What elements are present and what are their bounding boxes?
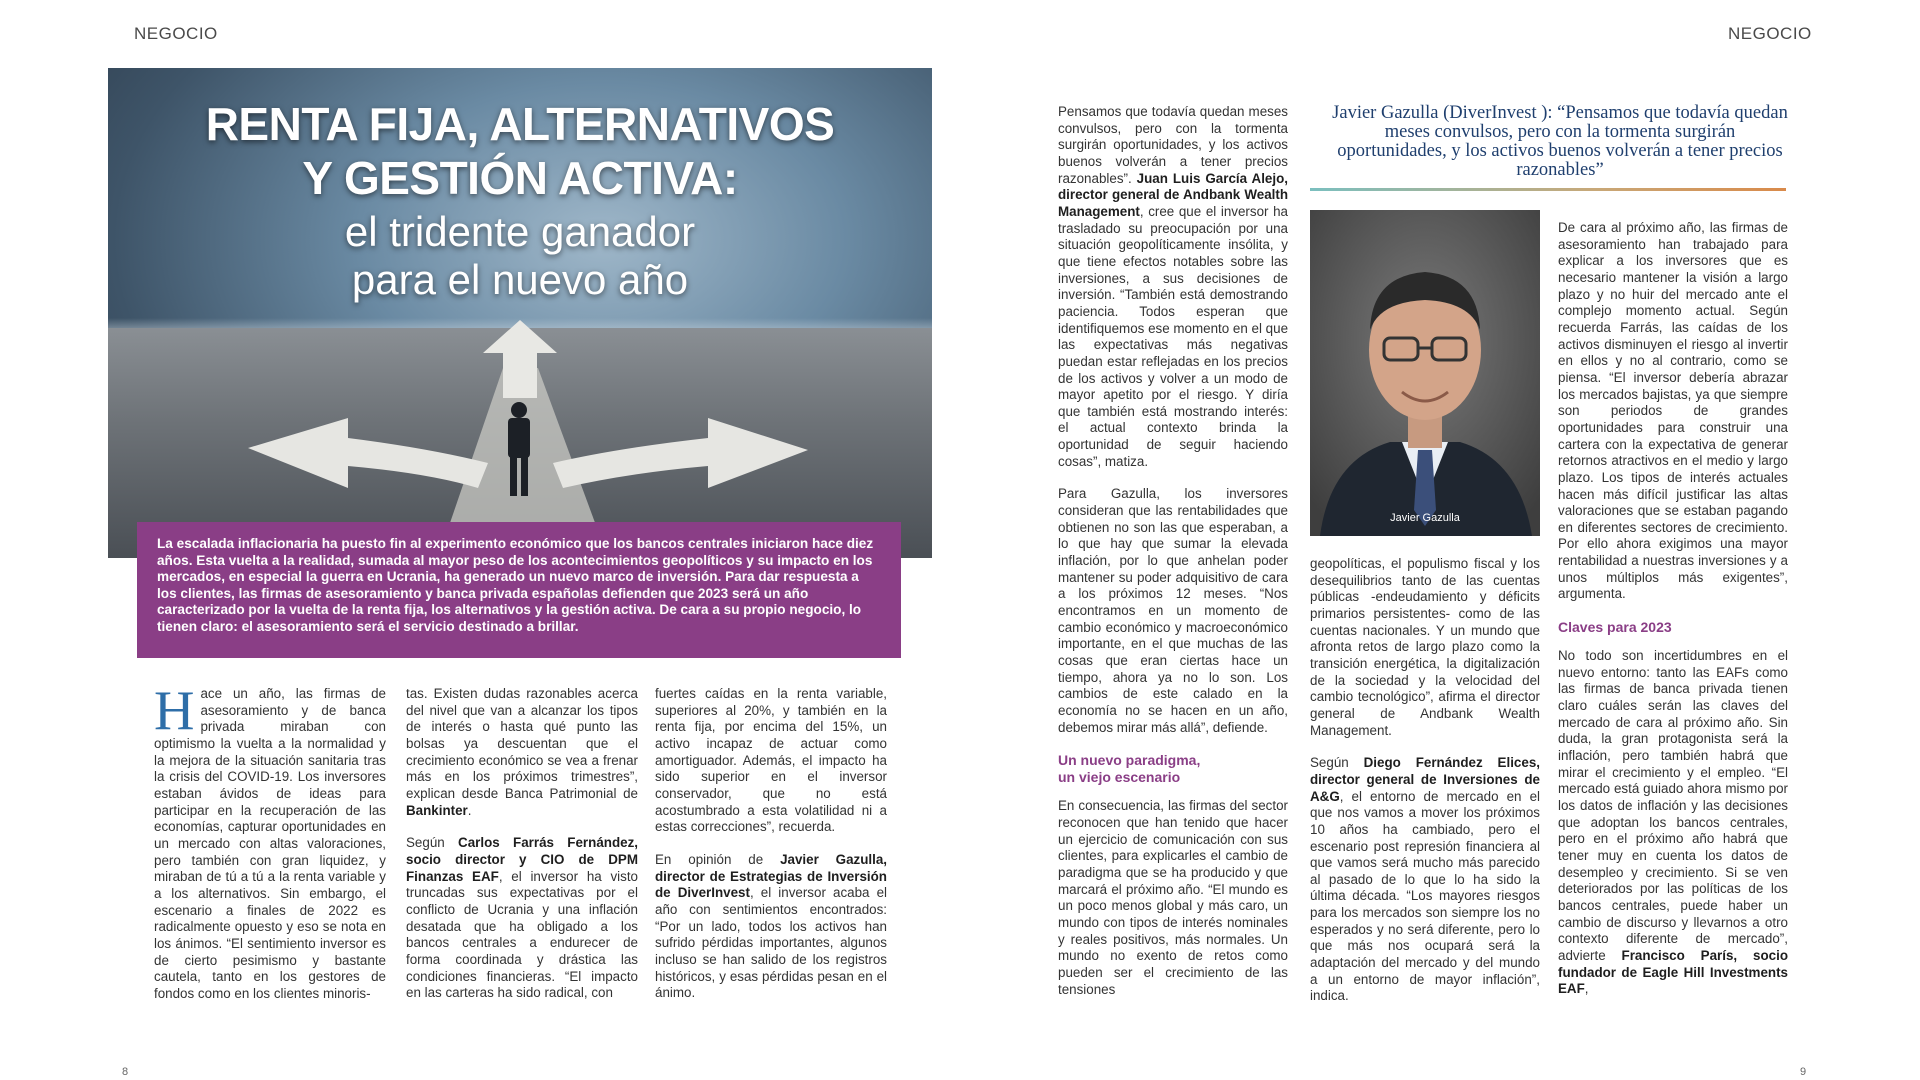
bold-entity: Juan Luis García Alejo, director general de Andbank Wealth Management xyxy=(1058,170,1288,219)
lead-paragraph: La escalada inflacionaria ha puesto fin al experimento económico que los bancos centrales iniciaron hace diez años. Esta vuelta a la realidad, sumada al mayor peso de los acontecimientos geopolíticos y su impacto en los mercados, en especial la guerra en Ucrania, ha generado un nuevo marco de inversión. Para dar respuesta a los clientes, las firmas de asesoramiento y banca privada españolas defienden que 2023 será un año caracterizado por la vuelta de la renta fija, los alternativos y la gestión activa. De cara a su propio negocio, lo tienen claro: el asesoramiento será el servicio destinado a brillar. xyxy=(137,522,901,658)
article-column-2 xyxy=(406,686,638,1018)
subheading xyxy=(1058,752,1288,786)
paragraph-text: No todo son incertidumbres en el nuevo entorno: tanto las EAFs como las firmas de banca privada tienen claro cuáles serán las claves del mercado de cara al próximo año. Sin duda, la gran protagonista será la inflación, pero también habrá que mirar el crecimiento y el empleo. “El mercado está guiado ahora mismo por los datos de inflación y las decisiones que adoptan los bancos centrales, pero en el próximo año habrá que tener muy en cuenta los datos de desempleo y crecimiento. Si se ven deteriorados por las políticas de los bancos centrales, puede haber un cambio de discurso y llevarnos a otro contexto diferente de mercado”, advierte xyxy=(1558,648,1788,963)
section-label-text: NEGOCIO xyxy=(1728,24,1812,43)
page-number-left: 8 xyxy=(122,1066,129,1078)
paragraph: En consecuencia, las firmas del sector reconocen que han tenido que hacer un ejercicio de comunicación con sus clientes, para explicarles el cambio de paradigma que se ha producido y que marcará el próximo año. “El mundo es un poco menos global y más caro, un mundo con tipos de interés nominales y reales positivos, más normales. Un mundo no exento de retos como pueden ser el crecimiento de las tensiones xyxy=(1058,798,1288,997)
drop-cap: H xyxy=(154,680,195,742)
paragraph-text: tas. Existen dudas razonables acerca del nivel que van a alcanzar los tipos de interés o hasta qué punto las bolsas ya descuentan que el crecimiento económico se vea a frenar más en los próximos trimestres”, explican desde Banca Patrimonial de xyxy=(406,686,638,801)
paragraph: geopolíticas, el populismo fiscal y los desequilibrios tanto de las cuentas públicas -endeudamiento y déficits primarios persistentes- como de las cuentas nacionales. Y un mundo que afronta retos de largo plazo como la transición energética, la digitalización de la sociedad y la velocidad del cambio tecnológico”, afirma el director general de Andbank Wealth Management. xyxy=(1310,556,1540,738)
section-label-text: NEGOCIO xyxy=(134,24,218,43)
section-label-right xyxy=(1728,24,1812,44)
hero-title-line4: para el nuevo año xyxy=(351,256,689,303)
paragraph-text: Pensamos que todavía quedan meses convulsos, pero con la tormenta surgirán oportunidades, y los activos buenos volverán a tener precios razonables”. xyxy=(1058,104,1288,186)
article-column-3 xyxy=(655,686,887,1018)
paragraph: fuertes caídas en la renta variable, superiores al 20%, y también en la renta fija, por encima del 15%, un activo incapaz de actuar como amortiguador. Además, el impacto ha sido superior en el inversor conservador, que no está acostumbrado a esta volatilidad ni a estas correcciones”, recuerda. xyxy=(655,686,887,835)
portrait-photo xyxy=(1310,210,1540,536)
paragraph-text: , cree que el inversor ha trasladado su preocupación por una situación geopolíticamente insólita, y que tiene efectos notables sobre las inversiones, a sus decisiones de inversión. “También está demostrando paciencia. Todos esperan que identifiquemos ese momento en el que las expectativas más negativas puedan estar reflejadas en los precios de los activos y volver a un modo de mayor apetito por el riesgo. Y diría que también está mostrando interés: el actual contexto brinda la oportunidad de seguir haciendo cosas”, matiza. xyxy=(1058,203,1289,469)
quote-divider xyxy=(1310,188,1786,191)
article-column-5 xyxy=(1310,556,1540,1021)
paragraph-text: , el entorno de mercado en el que nos vamos a mover los próximos 10 años ha cambiado, pero el escenario post represión financiera al que vamos será mucho más parecido al pasado de lo que lo ha sido la última década. “Los mayores riesgos para los mercados son siempre los no esperados y no será diferente, pero lo que más nos ocupará será la adaptación del mercado y del mundo a un entorno de mayor inflación”, indica. xyxy=(1310,788,1540,1004)
paragraph-text: , el inversor ha visto truncadas sus expectativas por el conflicto de Ucrania y una inflación desatada que ha obligado a los bancos centrales a endurecer de forma coordinada y drástica las condiciones financieras. “El impacto en las carteras ha sido radical, con xyxy=(406,868,638,1001)
article-column-1 xyxy=(154,680,386,1018)
paragraph-text: Según xyxy=(406,835,459,851)
article-column-6 xyxy=(1558,220,1788,1014)
portrait-illustration xyxy=(1310,210,1540,536)
page-number-right: 9 xyxy=(1800,1066,1807,1078)
hero-title-line1: RENTA FIJA, ALTERNATIVOS xyxy=(205,98,835,150)
bold-entity: Diego Fernández Elices, director general de Inversiones de A&G xyxy=(1310,755,1540,804)
paragraph-text: , xyxy=(1584,981,1589,997)
pull-quote: Javier Gazulla (DiverInvest ): “Pensamos que todavía quedan meses convulsos, pero con la tormenta surgirán oportunidades, y los activos buenos volverán a tener precios razonables” xyxy=(1332,103,1788,180)
hero-title-line3: el tridente ganador xyxy=(344,208,696,255)
bold-entity: Javier Gazulla, director de Estrategias de Inversión de DiverInvest xyxy=(655,851,887,901)
subheading: Claves para 2023 xyxy=(1558,619,1672,636)
bold-entity: Carlos Farrás Fernández, socio director y CIO de DPM Finanzas EAF xyxy=(406,835,638,884)
hero-title-line2: Y GESTIÓN ACTIVA: xyxy=(302,152,738,204)
hero-image xyxy=(108,68,932,558)
section-label-left xyxy=(134,24,218,44)
paragraph-text: , el inversor acaba el año con sentimientos encontrados: “Por un lado, todos los activos han sufrido pérdidas importantes, algunos incluso se han salido de los registros históricos, y esas pérdidas pesan en el ánimo. xyxy=(655,885,888,1001)
paragraph: De cara al próximo año, las firmas de asesoramiento han trabajado para explicar a los inversores que es necesario mantener la visión a largo plazo y no huir del mercado ante el complejo momento actual. Según recuerda Farrás, las caídas de los activos disminuyen el riesgo al invertir en ellos y no al contrario, como se piensa. “El inversor debería abrazar los mercados bajistas, ya que siempre son periodos de grandes oportunidades para construir una cartera con la expectativa de generar retornos atractivos en el medio y largo plazo. Los tipos de interés actuales hacen más difícil justificar las altas valoraciones que se estaban pagando en diferentes sectores de crecimiento. Por ello ahora exigimos una mayor rentabilidad a nuestras inversiones y a unos múltiplos más exigentes”, argumenta. xyxy=(1558,220,1788,602)
subheading-line: Un nuevo paradigma, xyxy=(1058,752,1201,769)
portrait-caption: Javier Gazulla xyxy=(1390,512,1460,524)
article-column-4 xyxy=(1058,104,1288,1014)
paragraph: ace un año, las firmas de asesoramiento y de banca privada miraban con optimismo la vuelta a la normalidad y la mejora de la situación sanitaria tras la crisis del COVID-19. Los inversores estaban ávidos de ideas para participar en la recuperación de las economías, capturar oportunidades en un mercado con altas valoraciones, pero también con gran liquidez, y miraban de tú a tú a la renta variable y a los alternativos. Sin embargo, el escenario a finales de 2022 es radicalmente opuesto y eso se nota en los ánimos. “El sentimiento inversor es de cierto pesimismo y bastante cautela, tanto en los gestores de fondos como en los clientes minoris- xyxy=(154,686,386,1001)
bold-entity: Francisco París, socio fundador de Eagle Hill Investments EAF xyxy=(1558,947,1789,997)
paragraph-text: En opinión de xyxy=(655,851,781,867)
paragraph-text: Según xyxy=(1310,755,1364,771)
bold-entity: Bankinter xyxy=(406,802,468,818)
subheading-line: un viejo escenario xyxy=(1058,769,1181,786)
paragraph: Para Gazulla, los inversores consideran que las rentabilidades que obtienen no son las que esperaban, a lo que hay que sumar la elevada inflación, por lo que anhelan poder mantener su poder adquisitivo de cara a los próximos 12 meses. “Nos encontramos en un momento de cambio económico y macroeconómico importante, en el que muchas de las cosas que eran ciertas hace un tiempo, ahora ya no lo son. Los cambios de este calado en la economía no se hacen en un año, debemos mirar más allá”, defiende. xyxy=(1058,486,1288,735)
paragraph-text: . xyxy=(467,802,472,818)
